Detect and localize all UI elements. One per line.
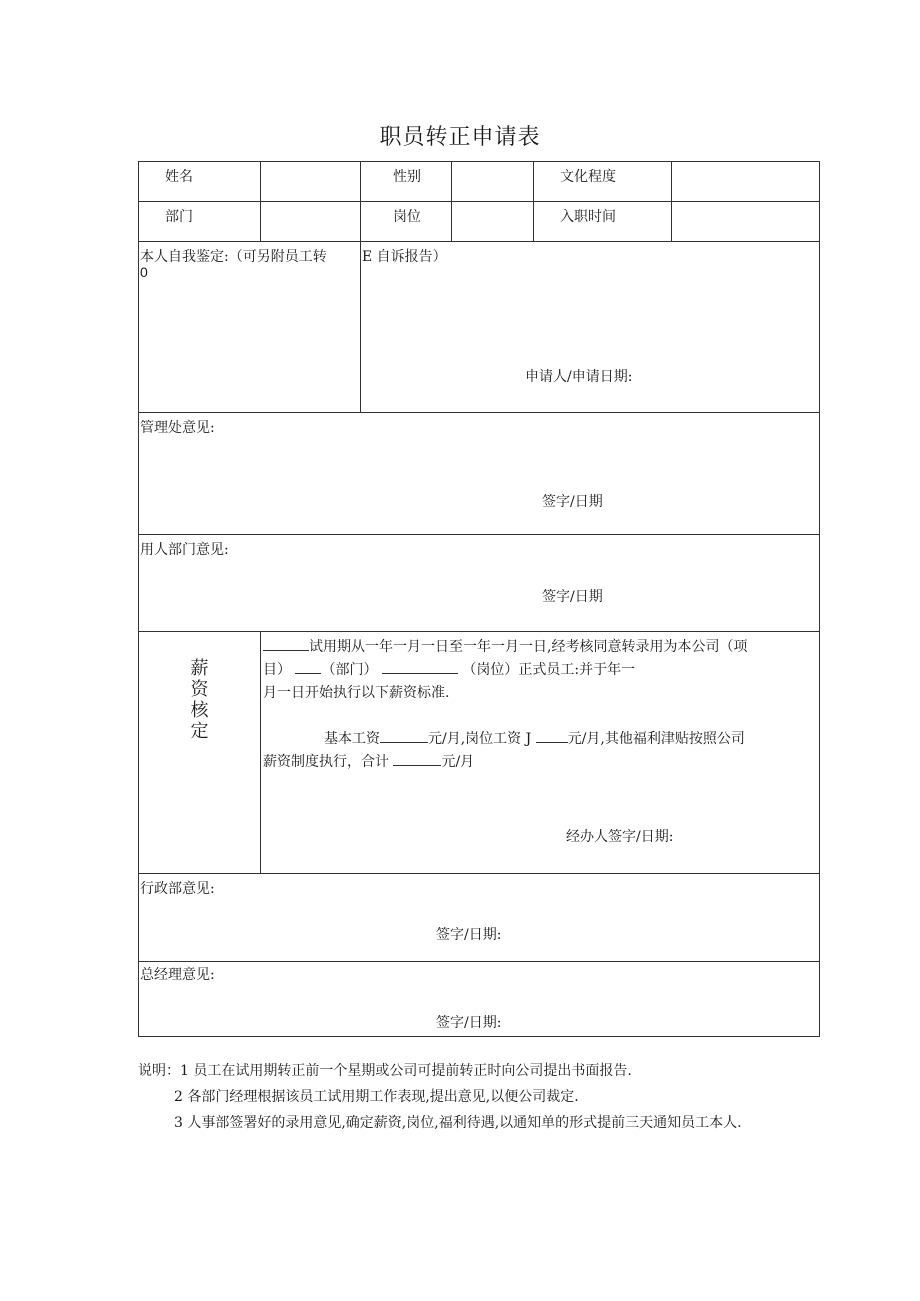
note-line-3: 3 人事部签署好的录用意见,确定薪资,岗位,福利待遇,以通知单的形式提前三天通知员工本人. (174, 1115, 742, 1131)
salary-line-3: 月一日开始执行以下薪资标准. (263, 685, 450, 701)
gender-value-cell[interactable] (452, 162, 534, 202)
gm-opinion-label: 总经理意见: (140, 967, 215, 983)
total-salary-blank[interactable] (393, 753, 441, 766)
hiring-dept-sign-label: 签字/日期 (542, 589, 603, 605)
salary-label-char: 资 (190, 679, 209, 700)
self-report-label: E 自诉报告） (362, 249, 447, 265)
note-line-2: 2 各部门经理根据该员工试用期工作表现,提出意见,以便公司裁定. (174, 1089, 579, 1105)
project-blank[interactable] (295, 661, 321, 674)
row-salary-approval (139, 632, 820, 874)
salary-vertical-label (139, 658, 260, 742)
dept-value-cell[interactable] (261, 202, 361, 242)
applicant-date-label: 申请人/申请日期: (525, 369, 633, 385)
dept-label: 部门 (165, 209, 193, 225)
gender-label: 性别 (393, 169, 421, 185)
name-label: 姓名 (165, 169, 193, 185)
salary-line-5a: 薪资制度执行，合计 (263, 754, 389, 770)
row-gm-opinion (139, 962, 820, 1037)
entry-date-label: 入职时间 (560, 209, 616, 225)
notes-section (138, 1058, 742, 1136)
row-self-evaluation (139, 242, 820, 413)
education-label: 文化程度 (560, 169, 616, 185)
row-dept-info (139, 202, 820, 242)
position-salary-blank[interactable] (536, 730, 568, 743)
position-label: 岗位 (393, 209, 421, 225)
self-eval-left-cell[interactable] (139, 242, 361, 413)
salary-label-char: 定 (190, 721, 209, 742)
handler-sign-label: 经办人签字/日期: (566, 829, 674, 845)
dept-label-cell (139, 202, 261, 242)
row-basic-info (139, 162, 820, 202)
salary-line-1: 试用期从一年一月一日至一年一月一日,经考核同意转录用为本公司（项 (309, 639, 748, 655)
salary-line-2b: （部门） (321, 662, 378, 678)
salary-line-4c: 元/月,其他福利津贴按照公司 (567, 731, 745, 747)
salary-content-cell[interactable] (261, 632, 820, 874)
management-opinion-cell[interactable] (139, 413, 820, 535)
salary-line-4b: 元/月,岗位工资 J (428, 731, 532, 747)
base-salary-label: 基本工资 (324, 731, 380, 747)
gm-sign-label: 签字/日期: (436, 1015, 502, 1031)
salary-label-char: 薪 (190, 658, 209, 679)
hiring-dept-opinion-label: 用人部门意见: (140, 542, 229, 558)
name-value-cell[interactable] (261, 162, 361, 202)
self-eval-right-cell[interactable] (361, 242, 820, 413)
note-line-1: 说明：1 员工在试用期转正前一个星期或公司可提前转正时向公司提出书面报告. (138, 1063, 632, 1079)
salary-label-char: 核 (190, 700, 209, 721)
self-eval-label: 本人自我鉴定:（可另附员工转 (140, 249, 327, 265)
form-title: 职员转正申请表 (379, 125, 541, 150)
salary-line-5b: 元/月 (441, 754, 475, 770)
position-label-cell (361, 202, 452, 242)
hiring-dept-opinion-cell[interactable] (139, 535, 820, 632)
salary-line-2c: （岗位）正式员工:并于年一 (462, 662, 636, 678)
gender-label-cell (361, 162, 452, 202)
application-form-table (138, 161, 820, 1037)
position-value-cell[interactable] (452, 202, 534, 242)
salary-text-block (263, 636, 811, 774)
name-label-cell (139, 162, 261, 202)
education-label-cell (534, 162, 672, 202)
probation-blank[interactable] (263, 638, 309, 651)
gm-opinion-cell[interactable] (139, 962, 820, 1037)
admin-opinion-cell[interactable] (139, 874, 820, 962)
dept-blank[interactable] (382, 661, 458, 674)
base-salary-blank[interactable] (380, 730, 428, 743)
salary-line-2a: 目） (263, 662, 291, 678)
self-eval-label-cont: 0 (140, 264, 148, 280)
entry-label-cell (534, 202, 672, 242)
admin-sign-label: 签字/日期: (436, 927, 502, 943)
salary-label-cell (139, 632, 261, 874)
management-sign-label: 签字/日期 (542, 494, 603, 510)
entry-date-value-cell[interactable] (672, 202, 820, 242)
row-hiring-dept-opinion (139, 535, 820, 632)
education-value-cell[interactable] (672, 162, 820, 202)
row-admin-opinion (139, 874, 820, 962)
row-management-opinion (139, 413, 820, 535)
admin-opinion-label: 行政部意见: (140, 881, 215, 897)
management-opinion-label: 管理处意见: (140, 420, 215, 436)
